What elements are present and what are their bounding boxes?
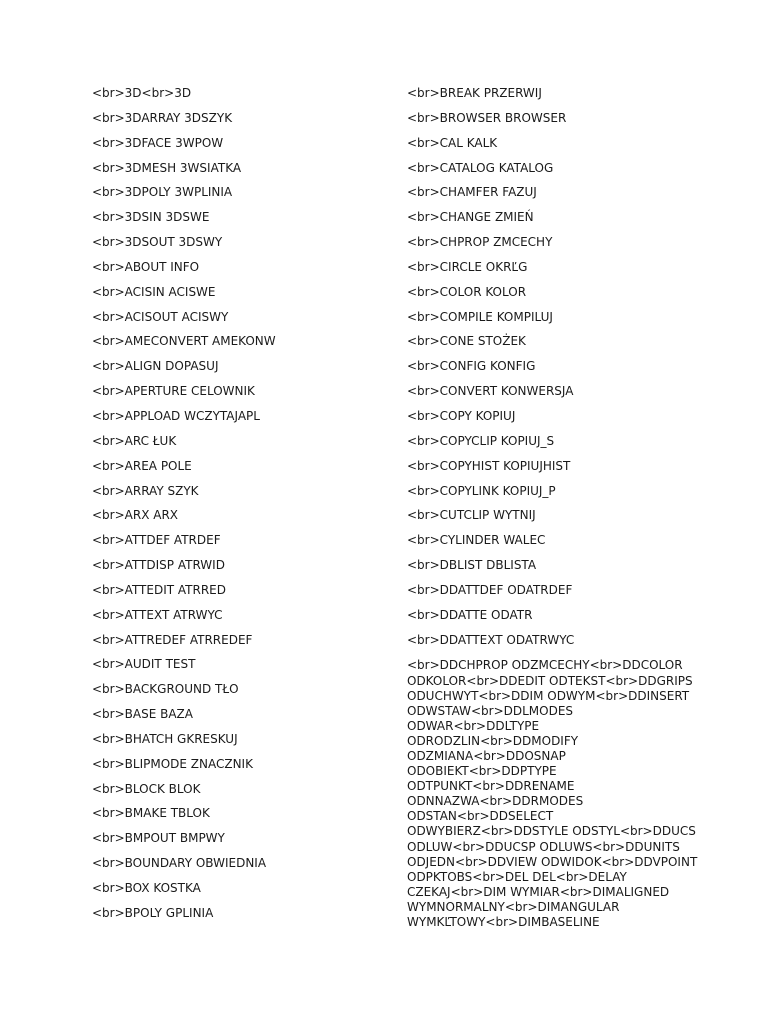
command-entry: <br>BLIPMODE ZNACZNIK: [92, 756, 253, 771]
command-entry: <br>CHPROP ZMCECHY: [407, 235, 553, 250]
paragraph-line: ODNNAZWA<br>DDRMODES: [407, 794, 584, 809]
command-entry: <br>3DARRAY 3DSZYK: [92, 110, 233, 125]
command-entry: <br>AUDIT TEST: [92, 657, 196, 672]
command-entry: <br>BOX KOSTKA: [92, 881, 201, 895]
paragraph-line: ODJEDN<br>DDVIEW ODWIDOK<br>DDVPOINT: [407, 854, 698, 869]
command-entry: <br>ABOUT INFO: [92, 259, 200, 274]
command-entry: <br>BASE BAZA: [92, 707, 193, 722]
paragraph-line: ODKOLOR<br>DDEDIT ODTEKST<br>DDGRIPS: [407, 673, 693, 688]
command-entry: <br>DDATTE ODATR: [407, 607, 533, 622]
paragraph-line: ODSTAN<br>DDSELECT: [407, 809, 554, 824]
command-entry: <br>CONFIG KONFIG: [407, 359, 536, 374]
command-entry: <br>CYLINDER WALEC: [407, 533, 546, 548]
command-entry: <br>CONE STOŻEK: [407, 334, 526, 349]
paragraph-line: ODWYBIERZ<br>DDSTYLE ODSTYL<br>DDUCS: [407, 824, 696, 839]
command-entry: <br>3DPOLY 3WPLINIA: [92, 185, 233, 200]
command-entry: <br>ALIGN DOPASUJ: [92, 359, 219, 374]
command-entry: <br>ATTDISP ATRWID: [92, 558, 225, 573]
command-entry: <br>DBLIST DBLISTA: [407, 558, 537, 573]
command-entry: <br>AREA POLE: [92, 458, 192, 473]
command-entry: <br>BACKGROUND TŁO: [92, 682, 239, 697]
command-entry: <br>CHANGE ZMIEŃ: [407, 210, 534, 225]
command-entry: <br>3D<br>3D: [92, 86, 192, 100]
paragraph-line: CZEKAJ<br>DIM WYMIAR<br>DIMALIGNED: [407, 884, 670, 899]
command-entry: <br>BROWSER BROWSER: [407, 110, 567, 125]
command-entry: <br>CIRCLE OKRĽG: [407, 259, 528, 274]
paragraph-line: ODWSTAW<br>DDLMODES: [407, 703, 574, 718]
command-entry: <br>ARX ARX: [92, 508, 179, 523]
paragraph-line: ODOBIEKT<br>DDPTYPE: [407, 764, 557, 779]
command-entry: <br>COMPILE KOMPILUJ: [407, 309, 553, 324]
command-entry: <br>BLOCK BLOK: [92, 781, 201, 796]
command-entry: <br>3DSOUT 3DSWY: [92, 235, 223, 250]
command-entry: <br>AMECONVERT AMEKONW: [92, 334, 276, 349]
command-entry: <br>ARRAY SZYK: [92, 483, 199, 498]
command-entry: <br>CONVERT KONWERSJA: [407, 384, 574, 399]
command-paragraph: [407, 658, 707, 930]
command-entry: <br>COPYHIST KOPIUJHIST: [407, 458, 571, 473]
paragraph-line: <br>DDCHPROP ODZMCECHY<br>DDCOLOR: [407, 658, 683, 673]
paragraph-line: WYMNORMALNY<br>DIMANGULAR: [407, 899, 620, 914]
command-entry: <br>BREAK PRZERWIJ: [407, 86, 542, 100]
command-entry: <br>CUTCLIP WYTNIJ: [407, 508, 536, 523]
command-entry: <br>APPLOAD WCZYTAJAPL: [92, 408, 260, 423]
paragraph-line: ODUCHWYT<br>DDIM ODWYM<br>DDINSERT: [407, 688, 690, 703]
command-entry: <br>CHAMFER FAZUJ: [407, 185, 537, 200]
command-entry: <br>COPY KOPIUJ: [407, 408, 516, 423]
right-column: [407, 84, 707, 930]
command-entry: <br>ATTEXT ATRWYC: [92, 607, 223, 622]
paragraph-line: ODTPUNKT<br>DDRENAME: [407, 779, 575, 794]
paragraph-line: ODWAR<br>DDLTYPE: [407, 718, 540, 733]
paragraph-line: ODPKTOBS<br>DEL DEL<br>DELAY: [407, 869, 627, 884]
command-entry: <br>COLOR KOLOR: [407, 284, 527, 299]
paragraph-line: ODRODZLIN<br>DDMODIFY: [407, 733, 579, 748]
command-entry: <br>ARC ŁUK: [92, 433, 177, 448]
command-entry: <br>COPYCLIP KOPIUJ_S: [407, 433, 555, 448]
command-entry: <br>BOUNDARY OBWIEDNIA: [92, 856, 267, 871]
paragraph-line: ODZMIANA<br>DDOSNAP: [407, 748, 566, 763]
command-entry: <br>ACISOUT ACISWY: [92, 309, 229, 324]
left-column: [92, 84, 382, 929]
command-entry: <br>APERTURE CELOWNIK: [92, 384, 255, 399]
command-entry: <br>BMPOUT BMPWY: [92, 831, 225, 846]
command-entry: <br>3DFACE 3WPOW: [92, 135, 224, 150]
command-entry: <br>CATALOG KATALOG: [407, 160, 554, 175]
command-entry: <br>3DSIN 3DSWE: [92, 210, 210, 225]
command-entry: <br>CAL KALK: [407, 135, 498, 150]
command-entry: <br>DDATTDEF ODATRDEF: [407, 582, 573, 597]
command-entry: <br>ATTEDIT ATRRED: [92, 582, 226, 597]
command-entry: <br>ATTREDEF ATRREDEF: [92, 632, 253, 647]
command-entry: <br>3DMESH 3WSIATKA: [92, 160, 242, 175]
command-entry: <br>BMAKE TBLOK: [92, 806, 210, 821]
command-entry: <br>DDATTEXT ODATRWYC: [407, 632, 575, 647]
command-entry: <br>ACISIN ACISWE: [92, 284, 216, 299]
command-entry: <br>COPYLINK KOPIUJ_P: [407, 483, 556, 498]
paragraph-line: ODLUW<br>DDUCSP ODLUWS<br>DDUNITS: [407, 839, 680, 854]
command-entry: <br>ATTDEF ATRDEF: [92, 533, 221, 548]
command-entry: <br>BPOLY GPLINIA: [92, 905, 214, 920]
paragraph-line: WYMKĽTOWY<br>DIMBASELINE: [407, 915, 600, 929]
command-entry: <br>BHATCH GKRESKUJ: [92, 731, 238, 746]
